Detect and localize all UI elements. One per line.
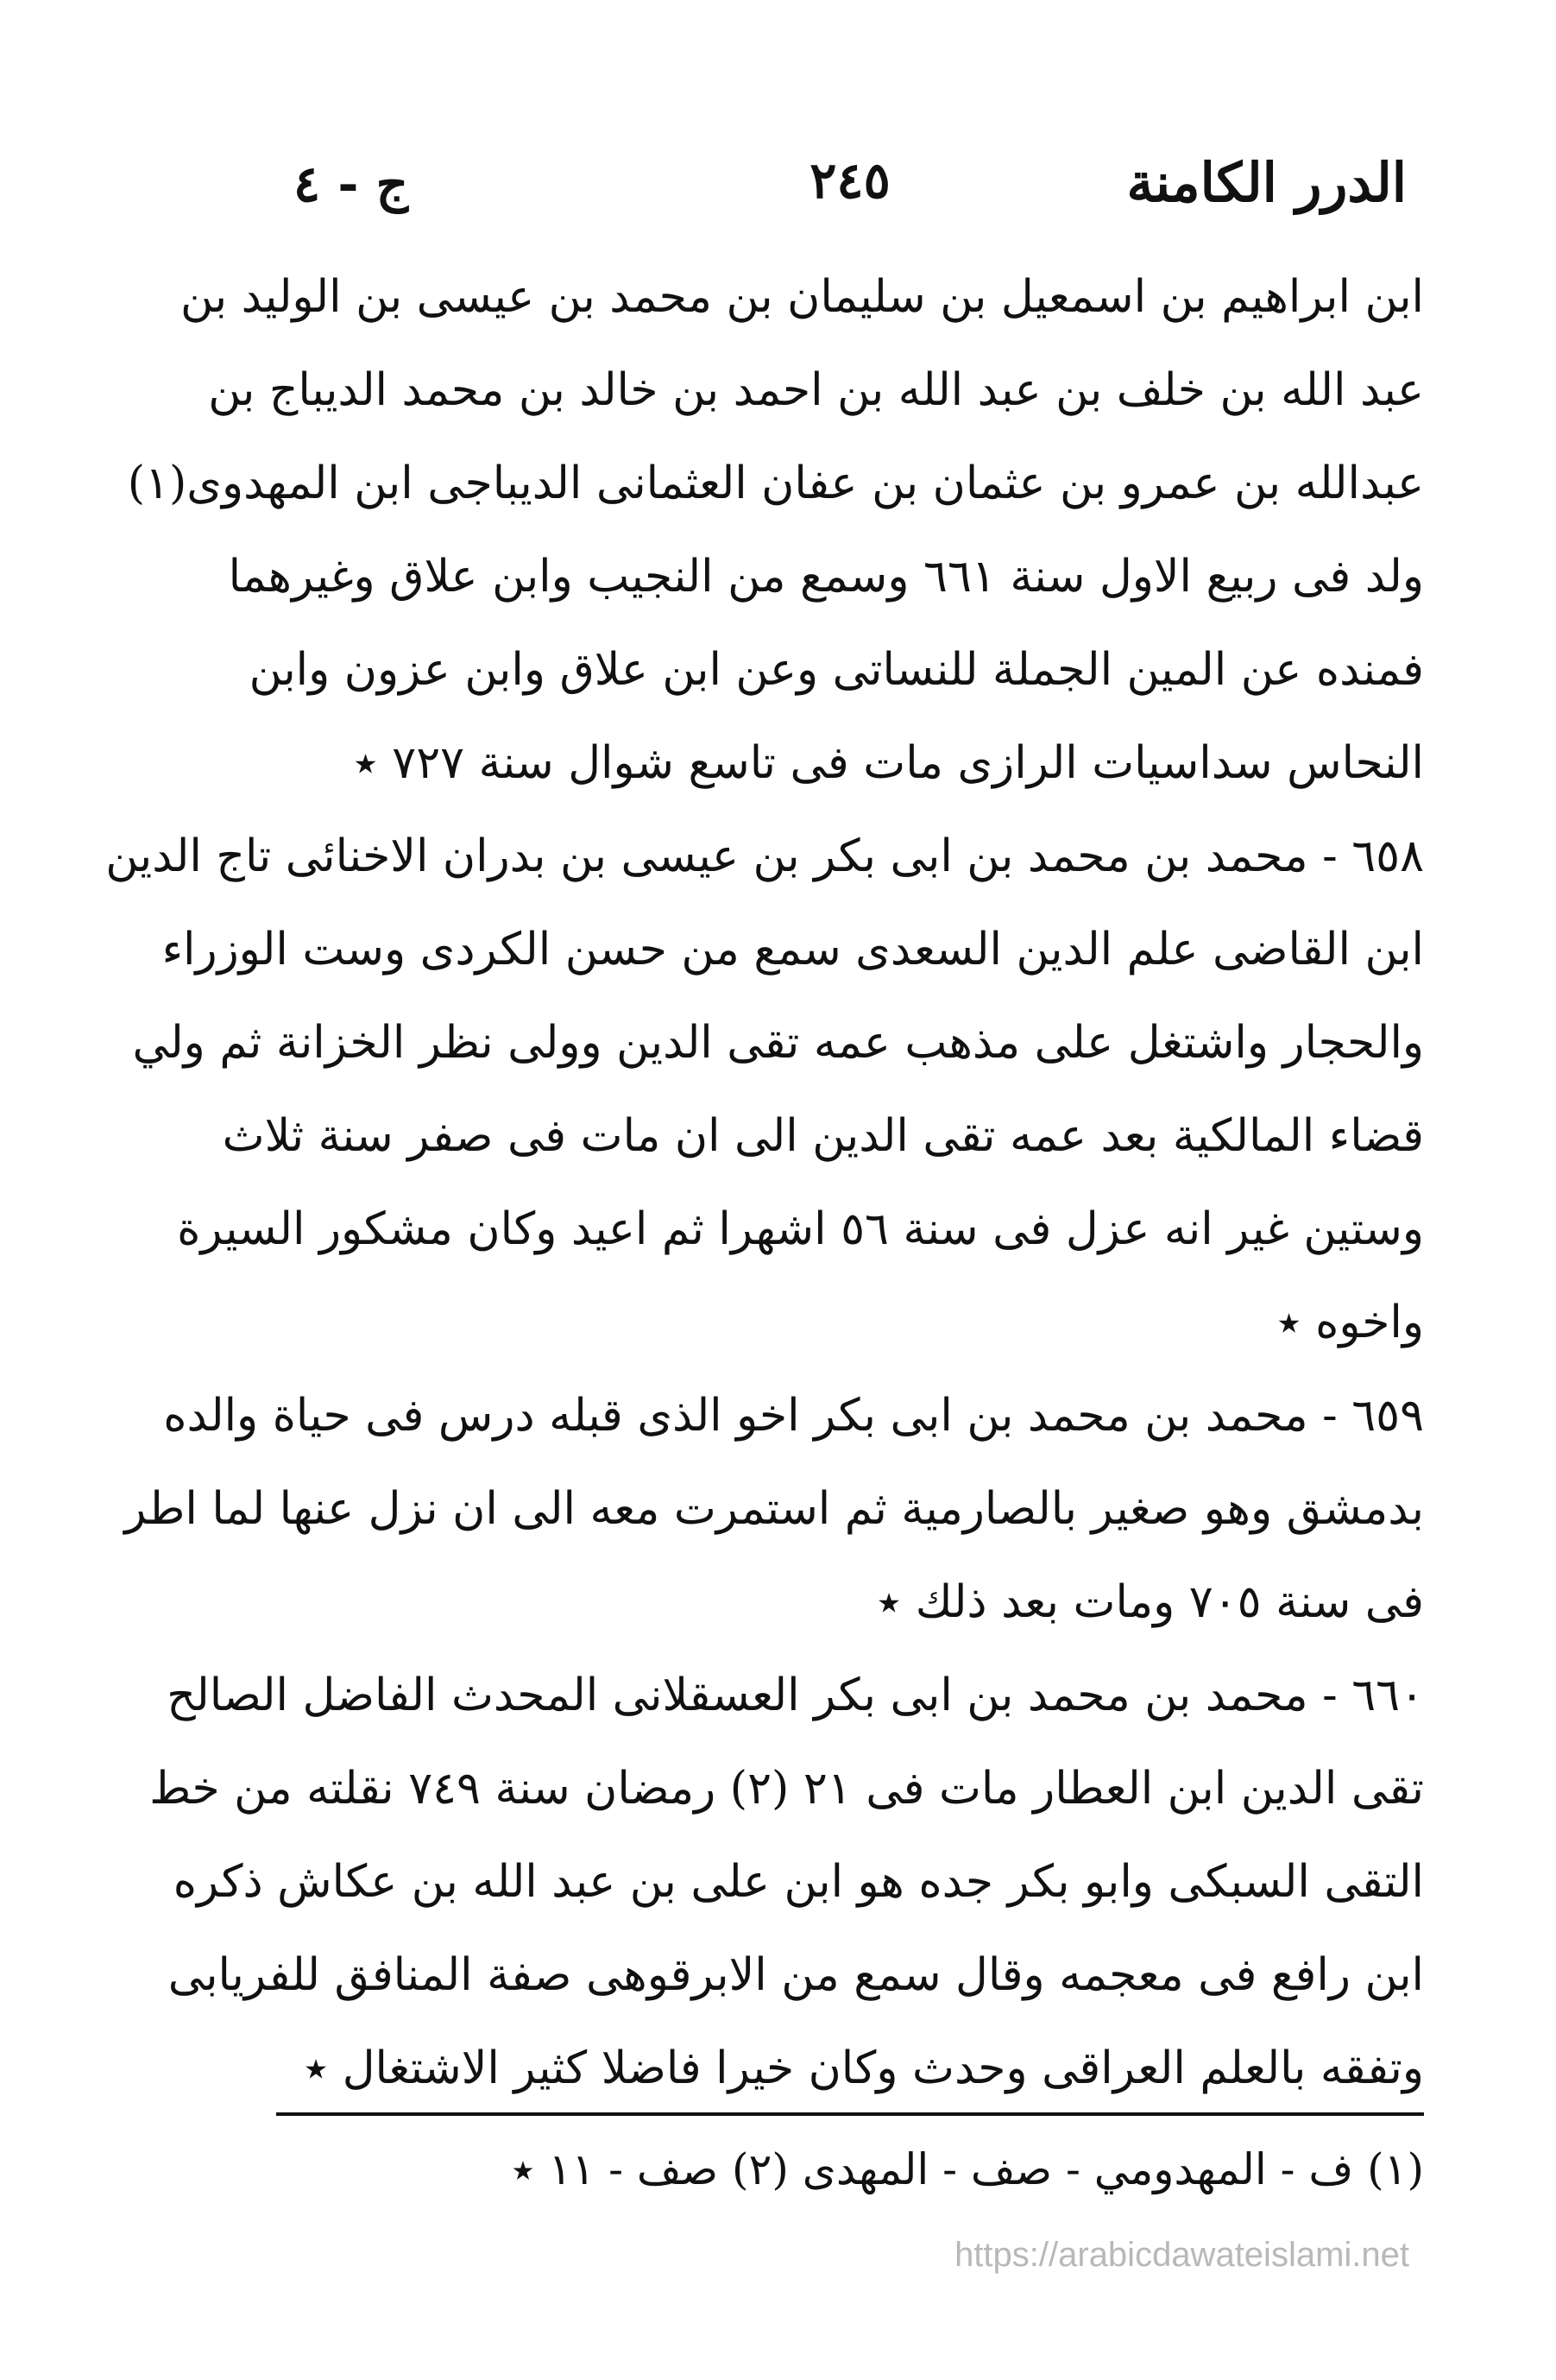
text-line: التقى السبكى وابو بكر جده هو ابن على بن عبد الله بن عكاش ذكره (173, 1856, 1424, 1908)
page-header (293, 151, 1407, 229)
text-line: عبدالله بن عمرو بن عثمان بن عفان العثمانى الديباجى ابن المهدوى(١) (127, 458, 1424, 509)
text-line: ولد فى ربيع الاول سنة ٦٦١ وسمع من النجيب وابن علاق وغيرهما (228, 551, 1424, 603)
text-line: ابن رافع فى معجمه وقال سمع من الابرقوهى صفة المنافق للفريابى (167, 1949, 1424, 2001)
text-line: عبد الله بن خلف بن عبد الله بن احمد بن خالد بن محمد الديباج بن (208, 364, 1424, 416)
page-number: ٢٤٥ (809, 151, 891, 210)
text-line: النحاس سداسيات الرازى مات فى تاسع شوال سنة ٧٢٧ ٭ (353, 737, 1424, 789)
text-line: والحجار واشتغل على مذهب عمه تقى الدين وولى نظر الخزانة ثم ولي (132, 1017, 1424, 1069)
text-line: واخوه ٭ (1276, 1297, 1424, 1348)
text-line: قضاء المالكية بعد عمه تقى الدين الى ان مات فى صفر سنة ثلاث (222, 1110, 1424, 1162)
entry-660-heading: ٦٦٠ - محمد بن محمد بن ابى بكر العسقلانى المحدث الفاضل الصالح (167, 1670, 1424, 1721)
text-line: وستين غير انه عزل فى سنة ٥٦ اشهرا ثم اعيد وكان مشكور السيرة (177, 1203, 1424, 1255)
running-title: الدرر الكامنة (1126, 151, 1407, 214)
text-line: ابن القاضى علم الدين السعدى سمع من حسن الكردى وست الوزراء (161, 924, 1424, 975)
entry-659-heading: ٦٥٩ - محمد بن محمد بن ابى بكر اخو الذى قبله درس فى حياة والده (163, 1390, 1424, 1442)
text-line: فمنده عن المين الجملة للنساتى وعن ابن علاق وابن عزون وابن (249, 644, 1424, 696)
text-line: بدمشق وهو صغير بالصارمية ثم استمرت معه الى ان نزل عنها لما اطر (124, 1483, 1424, 1535)
watermark-url: https://arabicdawateislami.net (954, 2236, 1409, 2274)
text-line: فى سنة ٧٠٥ ومات بعد ذلك ٭ (876, 1576, 1424, 1628)
text-line: وتفقه بالعلم العراقى وحدث وكان خيرا فاضلا كثير الاشتغال ٭ (303, 2042, 1424, 2094)
volume-marker: ج - ٤ (293, 155, 409, 213)
text-line: تقى الدين ابن العطار مات فى ٢١ (٢) رمضان سنة ٧٤٩ نقلته من خط (149, 1763, 1424, 1815)
entry-658-heading: ٦٥٨ - محمد بن محمد بن ابى بكر بن عيسى بن بدران الاخنائى تاج الدين (105, 830, 1424, 882)
footnote: (١) ف - المهدومي - صف - المهدى (٢) صف - ١١ ٭ (511, 2144, 1424, 2194)
text-line: ابن ابراهيم بن اسمعيل بن سليمان بن محمد بن عيسى بن الوليد بن (180, 271, 1424, 323)
footnote-divider (276, 2112, 1424, 2116)
main-text (105, 250, 1424, 2115)
